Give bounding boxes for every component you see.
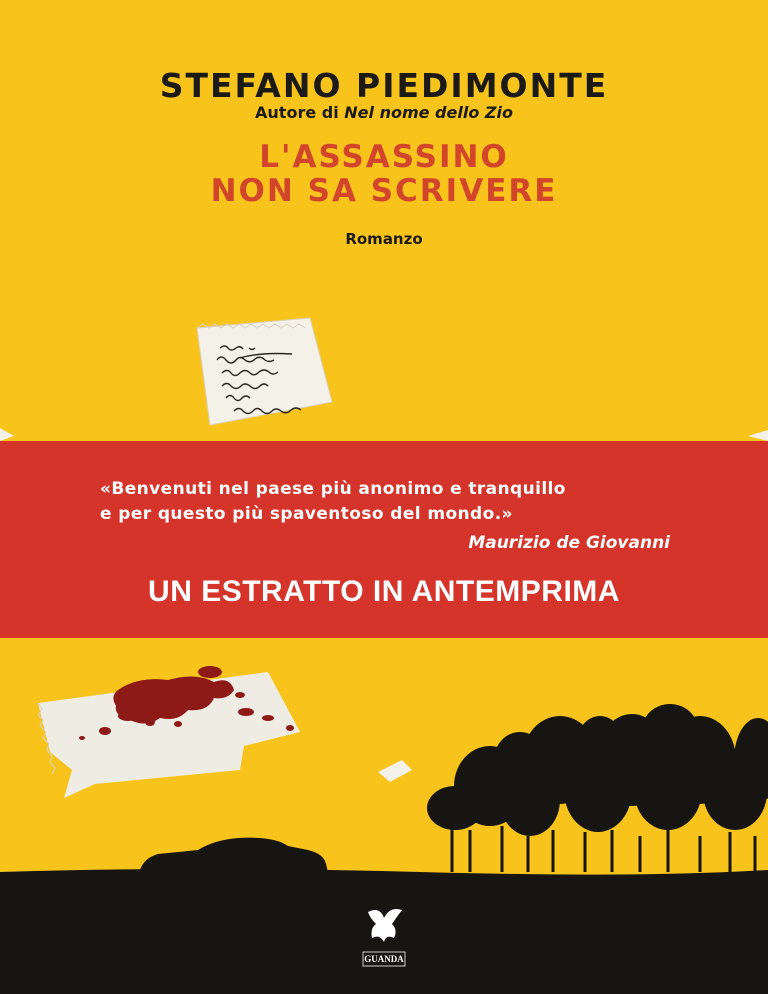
paper-scrap-icon: [0, 428, 14, 441]
promo-headline: UN ESTRATTO IN ANTEMPRIMA: [148, 575, 620, 608]
author-subtitle: [0, 103, 768, 122]
subtitle-book-title: Nel nome dello Zio: [344, 103, 513, 122]
subtitle-prefix: Autore di: [255, 103, 345, 122]
book-title-line-2: NON SA SCRIVERE: [210, 173, 558, 209]
genre-label: Romanzo: [345, 230, 423, 248]
car-silhouette-icon: [140, 838, 328, 872]
author-name: STEFANO PIEDIMONTE: [159, 66, 609, 105]
quote-line-2: e per questo più spaventoso del mondo.»: [100, 504, 513, 524]
guanda-eagle-logo-icon: [363, 904, 405, 966]
promo-quote: [100, 477, 700, 527]
publisher-logo-text: GUANDA: [364, 954, 404, 964]
quote-line-1: «Benvenuti nel paese più anonimo e tranquillo: [100, 479, 566, 499]
paper-scrap-icon: [378, 760, 412, 782]
quote-author: Maurizio de Giovanni: [468, 533, 670, 553]
bloody-paper-icon: [38, 666, 300, 798]
note-paper-icon: [197, 318, 332, 425]
trees-silhouette-icon: [427, 704, 768, 872]
book-title-line-1: L'ASSASSINO: [259, 139, 509, 175]
book-title: [0, 140, 768, 208]
paper-scrap-icon: [748, 430, 768, 441]
